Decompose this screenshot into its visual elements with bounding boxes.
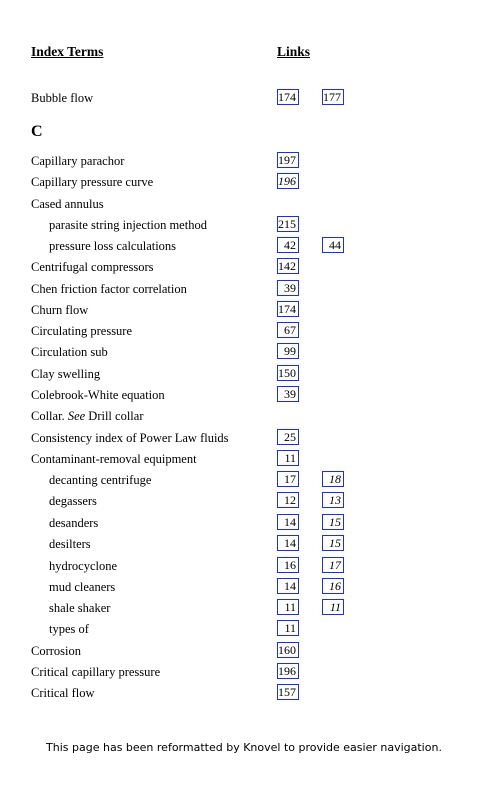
term-text: desilters [49, 537, 91, 551]
page-link-box[interactable]: 39 [277, 280, 299, 296]
index-term [31, 665, 160, 680]
page-link-box[interactable]: 14 [277, 578, 299, 594]
term-text: Consistency index of Power Law fluids [31, 431, 229, 445]
index-term [31, 367, 100, 382]
page-link-box[interactable]: 196 [277, 173, 299, 189]
index-entry-row [0, 322, 488, 342]
page-link-box[interactable]: 15 [322, 535, 344, 551]
index-entry-row [0, 620, 488, 640]
index-term [31, 303, 88, 318]
page-link-box[interactable]: 17 [322, 557, 344, 573]
links-header: Links [277, 44, 311, 59]
term-text: Critical capillary pressure [31, 665, 161, 679]
index-entry-row [0, 216, 488, 236]
index-term [31, 91, 93, 106]
index-entry-row [0, 343, 488, 363]
page-link-box[interactable]: 16 [322, 578, 344, 594]
page-link-box[interactable]: 42 [277, 237, 299, 253]
index-terms-header: Index Terms [31, 44, 104, 59]
index-entry-row [0, 237, 488, 257]
index-subterm [49, 622, 89, 637]
index-subterm [49, 473, 151, 488]
term-text: Centrifugal compressors [31, 260, 154, 274]
page-link-box[interactable]: 196 [277, 663, 299, 679]
index-subterm [49, 601, 110, 616]
page-link-box[interactable]: 11 [277, 599, 299, 615]
index-subterm [49, 559, 117, 574]
page-link-box[interactable]: 25 [277, 429, 299, 445]
section-letter-heading: C [31, 123, 43, 140]
term-text: mud cleaners [49, 580, 116, 594]
index-entry-row [0, 173, 488, 193]
index-entry-row [0, 492, 488, 512]
term-text: Capillary parachor [31, 154, 125, 168]
page-link-box[interactable]: 12 [277, 492, 299, 508]
page-link-box[interactable]: 177 [322, 89, 344, 105]
page-link-box[interactable]: 44 [322, 237, 344, 253]
page-link-box[interactable]: 142 [277, 258, 299, 274]
index-term [31, 175, 153, 190]
page-link-box[interactable]: 215 [277, 216, 299, 232]
index-term [31, 345, 108, 360]
index-subterm [49, 580, 115, 595]
term-text: hydrocyclone [49, 559, 118, 573]
see-reference-target: Drill collar [88, 409, 144, 423]
index-subterm [49, 537, 91, 552]
index-subterm [49, 516, 98, 531]
index-subterm [49, 218, 207, 233]
index-entry-row [0, 684, 488, 704]
index-entry-row [0, 599, 488, 619]
term-text: Chen friction factor correlation [31, 282, 187, 296]
term-text: Corrosion [31, 644, 81, 658]
index-subterm [49, 494, 97, 509]
index-entry-row [0, 152, 488, 172]
index-term [31, 282, 187, 297]
index-term [31, 197, 104, 212]
term-text: Churn flow [31, 303, 89, 317]
index-entry-row [0, 258, 488, 278]
page-link-box[interactable]: 67 [277, 322, 299, 338]
index-term [31, 644, 81, 659]
knovel-footer-note: This page has been reformatted by Knovel to provide easier navigation. [46, 741, 442, 754]
term-text: shale shaker [49, 601, 111, 615]
index-entry-row [0, 89, 488, 109]
term-text: pressure loss calculations [49, 239, 177, 253]
index-entry-row [0, 471, 488, 491]
index-term [31, 452, 197, 467]
index-term [31, 154, 124, 169]
index-entry-row [0, 450, 488, 470]
term-text: Collar. [31, 409, 65, 423]
index-entry-row [0, 280, 488, 300]
page-link-box[interactable]: 15 [322, 514, 344, 530]
term-text: degassers [49, 494, 97, 508]
term-text: Bubble flow [31, 91, 94, 105]
term-text: types of [49, 622, 89, 636]
page-link-box[interactable]: 13 [322, 492, 344, 508]
page-link-box[interactable]: 150 [277, 365, 299, 381]
term-text: decanting centrifuge [49, 473, 152, 487]
page-link-box[interactable]: 160 [277, 642, 299, 658]
index-term [31, 260, 154, 275]
see-reference-label: See [67, 409, 86, 423]
index-term [31, 409, 144, 424]
term-text: Circulating pressure [31, 324, 133, 338]
index-term [31, 686, 95, 701]
page-link-box[interactable]: 39 [277, 386, 299, 402]
term-text: Colebrook-White equation [31, 388, 165, 402]
index-term [31, 324, 132, 339]
term-text: Critical flow [31, 686, 95, 700]
index-entry-row [0, 429, 488, 449]
index-entry-row [0, 642, 488, 662]
index-entry-row [0, 514, 488, 534]
term-text: Circulation sub [31, 345, 108, 359]
term-text: desanders [49, 516, 99, 530]
page-link-box[interactable]: 17 [277, 471, 299, 487]
page-link-box[interactable]: 14 [277, 514, 299, 530]
index-entry-row [0, 301, 488, 321]
page-link-box[interactable]: 16 [277, 557, 299, 573]
index-entry-row [0, 557, 488, 577]
index-term [31, 388, 165, 403]
page-link-box[interactable]: 11 [277, 620, 299, 636]
index-entry-row [0, 578, 488, 598]
page-link-box[interactable]: 11 [277, 450, 299, 466]
index-term [31, 431, 229, 446]
term-text: parasite string injection method [49, 218, 207, 232]
term-text: Capillary pressure curve [31, 175, 154, 189]
term-text: Clay swelling [31, 367, 101, 381]
page-link-box[interactable]: 197 [277, 152, 299, 168]
page-link-box[interactable]: 174 [277, 301, 299, 317]
index-entry-row [0, 407, 488, 427]
index-entry-row [0, 386, 488, 406]
index-entry-row [0, 195, 488, 215]
term-text: Contaminant-removal equipment [31, 452, 197, 466]
index-subterm [49, 239, 176, 254]
page-link-box[interactable]: 174 [277, 89, 299, 105]
page-link-box[interactable]: 11 [322, 599, 344, 615]
index-entry-row [0, 535, 488, 555]
index-entry-row [0, 663, 488, 683]
page-link-box[interactable]: 99 [277, 343, 299, 359]
term-text: Cased annulus [31, 197, 104, 211]
page-link-box[interactable]: 18 [322, 471, 344, 487]
page-link-box[interactable]: 14 [277, 535, 299, 551]
index-entry-row [0, 365, 488, 385]
page-link-box[interactable]: 157 [277, 684, 299, 700]
